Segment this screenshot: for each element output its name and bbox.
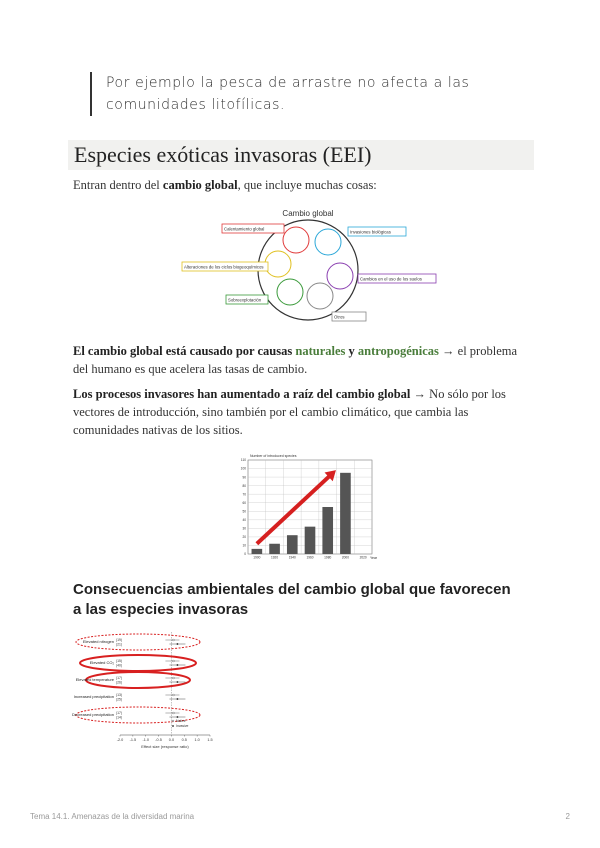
forest-xtick: -2.0 bbox=[116, 738, 124, 742]
forest-legend-invasive-marker bbox=[172, 725, 174, 727]
forest-point-invasive bbox=[177, 698, 179, 700]
chart-xlabel: Year bbox=[370, 556, 378, 560]
forest-xtick: 1.0 bbox=[194, 738, 200, 742]
diagram-box-label-2: Alteraciones de los ciclos biogeoquímicos bbox=[184, 264, 264, 270]
intro-bold: cambio global bbox=[162, 178, 238, 192]
invasion-bold: Los procesos invasores han aumentado a raíz del cambio global bbox=[73, 387, 411, 401]
intro-paragraph bbox=[73, 176, 528, 194]
subsection-title bbox=[73, 580, 513, 620]
forest-point-native bbox=[173, 694, 175, 696]
chart-xtick: 1940 bbox=[288, 555, 296, 560]
chart-xtick: 1980 bbox=[324, 555, 332, 560]
forest-xtick: -0.5 bbox=[155, 738, 162, 742]
causes-bold: El cambio global está causado por causas bbox=[73, 344, 296, 358]
forest-count-invasive: (21) bbox=[116, 642, 123, 647]
section-title bbox=[68, 140, 534, 170]
diagram-box-label-3: Cambios en el uso de los suelos bbox=[360, 276, 422, 282]
diagram-box-label-5: Otros bbox=[334, 314, 345, 320]
causes-natural: naturales bbox=[295, 344, 346, 358]
invasion-rest: → No sólo por los vectores de introducción, sino también por el cambio climático, que cambia las comunidades nativas de los sitios. bbox=[73, 387, 506, 437]
forest-count-native: (13) bbox=[116, 693, 123, 697]
forest-point-invasive bbox=[177, 643, 179, 645]
paragraph-causes bbox=[73, 342, 528, 378]
forest-legend-native: Native bbox=[176, 719, 186, 724]
forest-point-invasive bbox=[177, 716, 179, 718]
chart-ytick: 110 bbox=[240, 458, 246, 463]
causes-anthro: antropogénicas bbox=[357, 344, 439, 358]
circle-red bbox=[283, 227, 309, 253]
quote-text: Por ejemplo la pesca de arrastre no afecta a las comunidades litofílicas. bbox=[106, 75, 470, 113]
diagram-box-label-4: Sobreexplotación bbox=[228, 297, 262, 303]
section-title-text: Especies exóticas invasoras (EEI) bbox=[74, 142, 372, 167]
forest-point-native bbox=[173, 712, 175, 714]
forest-row-label: Elevated nitrogen bbox=[82, 639, 114, 644]
introduced-species-chart bbox=[228, 452, 378, 564]
chart-ytick: 100 bbox=[240, 466, 246, 471]
forest-count-native: (17) bbox=[116, 676, 123, 680]
chart-ytick: 0 bbox=[244, 552, 246, 557]
chart-bar bbox=[287, 535, 298, 554]
forest-point-invasive bbox=[177, 664, 179, 666]
diagram-box-label-0: Calentamiento global bbox=[224, 226, 265, 232]
forest-xlabel: Effect size (response ratio) bbox=[141, 744, 189, 749]
intro-after: , que incluye muchas cosas: bbox=[237, 178, 377, 192]
forest-xtick: -1.0 bbox=[142, 738, 149, 742]
chart-xtick: 2020 bbox=[359, 555, 367, 560]
chart-ylabel: Number of introduced species bbox=[250, 454, 297, 458]
forest-count-invasive: (14) bbox=[116, 715, 123, 720]
forest-row-label: Elevated temperature bbox=[75, 677, 114, 682]
forest-point-invasive bbox=[177, 681, 179, 683]
quote-block bbox=[90, 72, 526, 116]
causes-rest: → el problema del humano es que acelera las tasas de cambio. bbox=[73, 344, 518, 376]
chart-bar bbox=[269, 544, 280, 554]
chart-bar bbox=[252, 549, 263, 554]
circle-gray bbox=[307, 283, 333, 309]
chart-xtick: 1900 bbox=[253, 555, 261, 560]
forest-count-invasive: (40) bbox=[116, 663, 123, 668]
circle-blue bbox=[315, 229, 341, 255]
forest-point-native bbox=[173, 660, 175, 662]
chart-ytick: 60 bbox=[242, 500, 246, 505]
paragraph-invasion bbox=[73, 385, 528, 439]
forest-xtick: -1.5 bbox=[129, 738, 137, 742]
forest-row-label: Decreased precipitation bbox=[71, 712, 114, 717]
chart-ytick: 20 bbox=[242, 535, 246, 540]
forest-point-native bbox=[173, 639, 175, 641]
chart-bar bbox=[305, 527, 316, 554]
chart-ytick: 90 bbox=[242, 475, 246, 480]
forest-count-invasive: (26) bbox=[116, 680, 123, 685]
forest-count-native: (17) bbox=[116, 711, 123, 715]
forest-xtick: 0.0 bbox=[168, 738, 175, 742]
chart-xtick: 1920 bbox=[271, 555, 279, 560]
chart-ytick: 10 bbox=[242, 543, 246, 548]
chart-ytick: 30 bbox=[242, 526, 246, 531]
chart-ytick: 70 bbox=[242, 492, 246, 497]
forest-point-native bbox=[173, 677, 175, 679]
page-number: 2 bbox=[565, 812, 570, 821]
chart-xtick: 2000 bbox=[341, 555, 349, 560]
chart-xtick: 1960 bbox=[306, 555, 314, 560]
footer-left: Tema 14.1. Amenazas de la diversidad marina bbox=[30, 812, 195, 821]
forest-count-native: (19) bbox=[116, 638, 123, 642]
forest-row-label: Increased precipitation bbox=[73, 694, 114, 699]
diagram-box-label-1: Invasiones biológicas bbox=[350, 229, 391, 235]
chart-ytick: 80 bbox=[242, 483, 246, 488]
forest-count-native: (15) bbox=[116, 659, 123, 663]
causes-and: y bbox=[345, 344, 358, 358]
diagram-title: Cambio global bbox=[282, 209, 334, 218]
subsection-title-text: Consecuencias ambientales del cambio global que favorecen a las especies invasoras bbox=[73, 581, 511, 618]
forest-row-label: Elevated CO₂ bbox=[89, 660, 114, 665]
forest-count-invasive: (25) bbox=[116, 697, 123, 702]
forest-xtick: 0.5 bbox=[181, 738, 187, 742]
forest-legend-invasive: Invasive bbox=[176, 724, 189, 729]
chart-bar bbox=[340, 473, 351, 554]
global-change-diagram bbox=[180, 204, 440, 324]
chart-ytick: 50 bbox=[242, 509, 246, 514]
chart-ytick: 40 bbox=[242, 518, 246, 523]
circle-green bbox=[277, 279, 303, 305]
forest-legend-native-marker bbox=[172, 720, 174, 722]
intro-before: Entran dentro del bbox=[73, 178, 163, 192]
circle-purple bbox=[327, 263, 353, 289]
circle-yellow bbox=[265, 251, 291, 277]
forest-xtick: 1.5 bbox=[207, 738, 213, 742]
forest-plot bbox=[70, 630, 230, 752]
chart-bar bbox=[322, 507, 333, 554]
